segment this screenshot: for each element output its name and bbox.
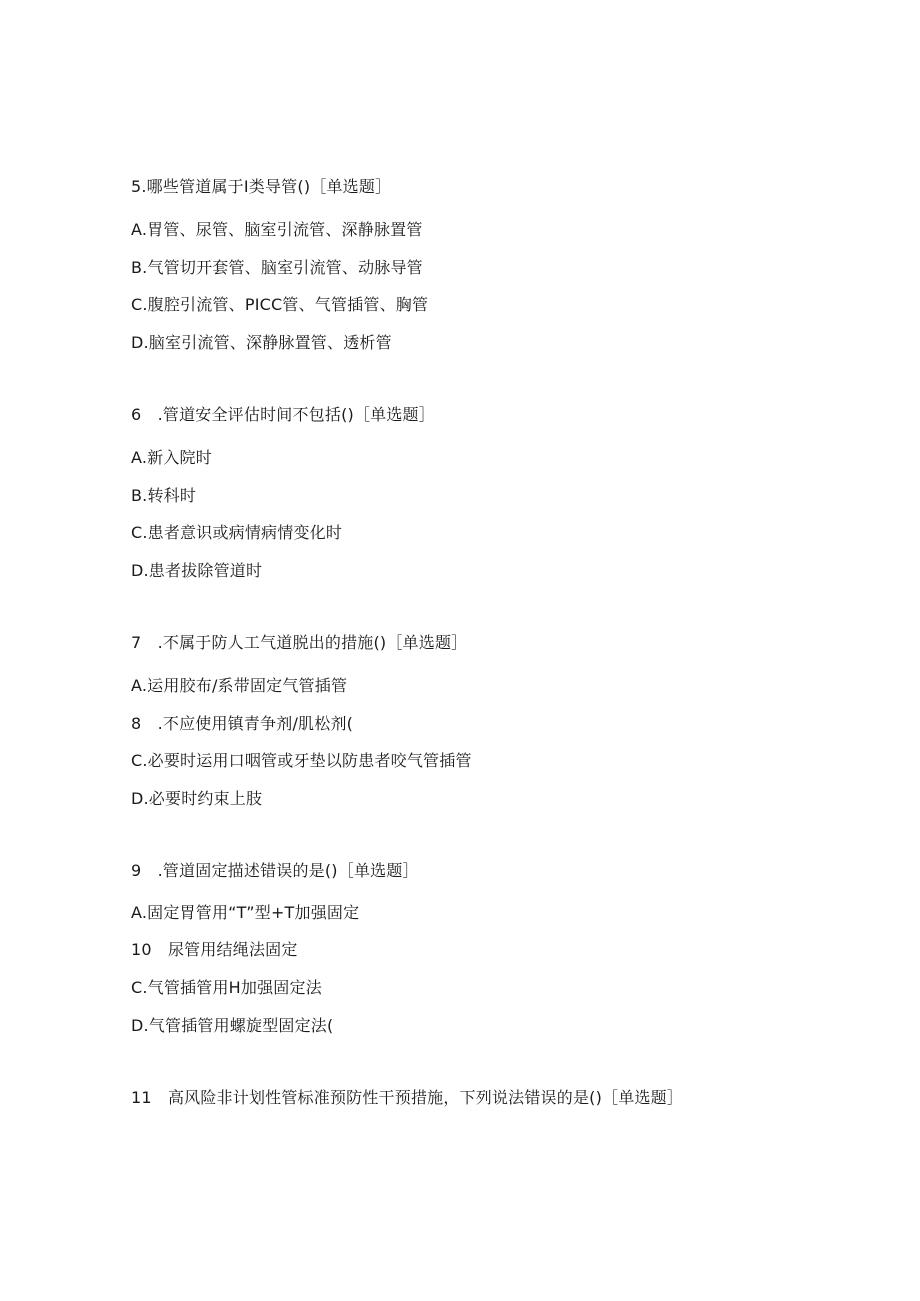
question-5-option-c: C.腹腔引流管、PICC管、气管插管、胸管: [131, 295, 429, 314]
question-7-title: 7 .不属于防人工气道脱出的措施()［单选题］: [131, 633, 468, 652]
question-7-option-b: 8 .不应使用镇青争剂/肌松剂(: [131, 714, 354, 733]
question-5-option-a: A.胃管、尿管、脑室引流管、深静脉置管: [131, 220, 423, 239]
question-6-option-c: C.患者意识或病情病情变化时: [131, 523, 343, 542]
question-5-title: 5.哪些管道属于I类导管()［单选题］: [131, 177, 392, 196]
question-7-option-d: D.必要时约束上肢: [131, 789, 263, 808]
question-6-option-b: B.转科时: [131, 486, 197, 505]
question-9-option-a: A.固定胃管用“T”型+T加强固定: [131, 903, 360, 922]
question-6-option-a: A.新入院时: [131, 448, 212, 467]
question-6-option-d: D.患者拔除管道时: [131, 561, 263, 580]
question-6-title: 6 .管道安全评估时间不包括()［单选题］: [131, 405, 435, 424]
question-7-option-c: C.必要时运用口咽管或牙垫以防患者咬气管插管: [131, 751, 472, 770]
question-9-title: 9 .管道固定描述错误的是()［单选题］: [131, 861, 419, 880]
question-11-title: 11 高风险非计划性管标准预防性干预措施，下列说法错误的是()［单选题］: [131, 1088, 684, 1107]
question-7-option-a: A.运用胶布/系带固定气管插管: [131, 676, 348, 695]
question-9-option-b: 10 尿管用结绳法固定: [131, 940, 298, 959]
question-5-option-b: B.气管切开套管、脑室引流管、动脉导管: [131, 258, 423, 277]
question-9-option-c: C.气管插管用H加强固定法: [131, 978, 322, 997]
question-5-option-d: D.脑室引流管、深静脉置管、透析管: [131, 333, 392, 352]
question-9-option-d: D.气管插管用螺旋型固定法(: [131, 1016, 334, 1035]
